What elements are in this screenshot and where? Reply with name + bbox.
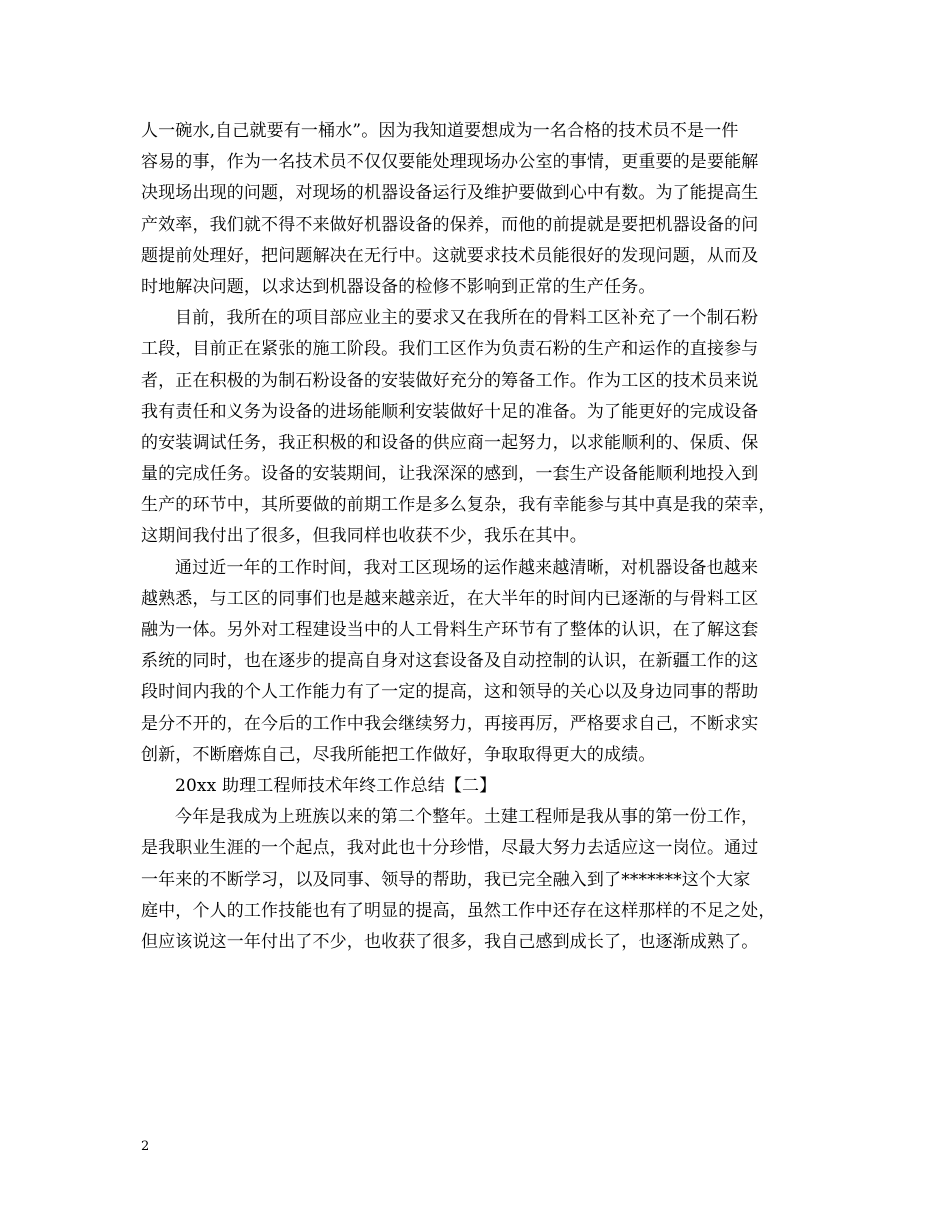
text-line: 创新，不断磨炼自己，尽我所能把工作做好，争取取得更大的成绩。 xyxy=(141,744,656,765)
paragraph-4 xyxy=(141,802,821,958)
text-line: 者，正在积极的为制石粉设备的安装做好充分的筹备工作。作为工区的技术员来说 xyxy=(141,370,759,391)
text-line: 越熟悉，与工区的同事们也是越来越亲近，在大半年的时间内已逐渐的与骨料工区 xyxy=(141,588,759,609)
text-line: 我有责任和义务为设备的进场能顺利安装做好十足的准备。为了能更好的完成设备 xyxy=(141,401,759,422)
text-line: 今年是我成为上班族以来的第二个整年。土建工程师是我从事的第一份工作， xyxy=(175,807,759,828)
text-line: 通过近一年的工作时间，我对工区现场的运作越来越清晰，对机器设备也越来 xyxy=(175,557,759,578)
text-line: 但应该说这一年付出了不少，也收获了很多，我自己感到成长了，也逐渐成熟了。 xyxy=(141,931,759,952)
text-line: 融为一体。另外对工程建设当中的人工骨料生产环节有了整体的认识，在了解这套 xyxy=(141,620,759,640)
page-number: 2 xyxy=(141,1139,150,1154)
text-line: 庭中，个人的工作技能也有了明显的提高，虽然工作中还存在这样那样的不足之处， xyxy=(141,900,776,921)
text-line: 时地解决问题，以求达到机器设备的检修不影响到正常的生产任务。 xyxy=(141,276,656,297)
text-line: 容易的事，作为一名技术员不仅仅要能处理现场办公室的事情，更重要的是要能解 xyxy=(141,152,759,173)
text-line: 决现场出现的问题，对现场的机器设备运行及维护要做到心中有数。为了能提高生 xyxy=(141,183,759,204)
paragraph-1 xyxy=(141,116,821,303)
text-line: 工段，目前正在紧张的施工阶段。我们工区作为负责石粉的生产和运作的直接参与 xyxy=(141,339,759,360)
document-body xyxy=(141,116,821,958)
text-line: 量的完成任务。设备的安装期间，让我深深的感到，一套生产设备能顺利地投入到 xyxy=(141,464,759,485)
text-line: 人一碗水,自己就要有一桶水”。因为我知道要想成为一名合格的技术员不是一件 xyxy=(141,121,739,141)
text-line: 题提前处理好，把问题解决在无行中。这就要求技术员能很好的发现问题，从而及 xyxy=(141,245,759,266)
text-line: 是我职业生涯的一个起点，我对此也十分珍惜，尽最大努力去适应这一岗位。通过 xyxy=(141,838,759,859)
text-line: 的安装调试任务，我正积极的和设备的供应商一起努力，以求能顺利的、保质、保 xyxy=(141,432,759,453)
paragraph-2 xyxy=(141,303,821,553)
text-line: 这期间我付出了很多，但我同样也收获不少，我乐在其中。 xyxy=(141,526,587,547)
text-line: 产效率，我们就不得不来做好机器设备的保养，而他的前提就是要把机器设备的问 xyxy=(141,214,759,235)
text-line: 目前，我所在的项目部应业主的要求又在我所在的骨料工区补充了一个制石粉 xyxy=(175,308,759,329)
text-line: 一年来的不断学习，以及同事、领导的帮助，我已完全融入到了*******这个大家 xyxy=(141,869,751,890)
text-line: 是分不开的，在今后的工作中我会继续努力，再接再厉，严格要求自己，不断求实 xyxy=(141,713,759,734)
paragraph-3 xyxy=(141,553,821,771)
text-line: 段时间内我的个人工作能力有了一定的提高，这和领导的关心以及身边同事的帮助 xyxy=(141,682,759,703)
text-line: 系统的同时，也在逐步的提高自身对这套设备及自动控制的认识，在新疆工作的这 xyxy=(141,651,759,672)
text-line: 生产的环节中，其所要做的前期工作是多么复杂，我有幸能参与其中真是我的荣幸， xyxy=(141,495,776,516)
section-heading: 20xx 助理工程师技术年终工作总结【二】 xyxy=(175,775,497,796)
